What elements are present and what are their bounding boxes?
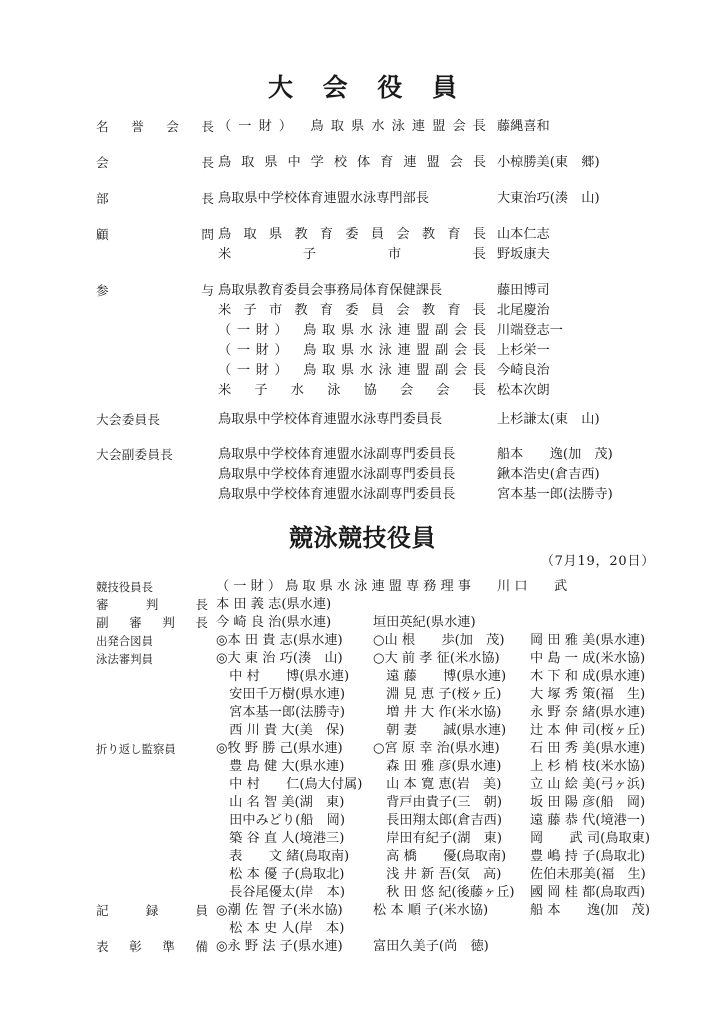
officer-organization: 鳥取県教育委員会事務局体育保健課長 bbox=[218, 283, 443, 298]
officer-person-name: 上杉謙太(東 山) bbox=[497, 412, 600, 427]
official-person-name: 淵 見 恵 子(桜ヶ丘) bbox=[373, 687, 502, 702]
official-row bbox=[0, 884, 725, 902]
officer-organization: 鳥取県中学校体育連盟会長 bbox=[218, 155, 486, 170]
official-person-name: ○大 前 孝 征(米水協) bbox=[373, 651, 500, 666]
officer-row bbox=[0, 446, 725, 464]
officer-person-name: 松本次朗 bbox=[497, 383, 550, 398]
officer-row bbox=[0, 342, 725, 360]
officer-row bbox=[0, 466, 725, 484]
official-person-name: 上 杉 梢 枝(米水協) bbox=[530, 759, 646, 774]
official-person-name: ◎牧 野 勝 己(県水連) bbox=[216, 741, 343, 756]
official-role-label: 泳法審判員 bbox=[96, 652, 153, 666]
official-role-label: 出発合図員 bbox=[96, 634, 153, 648]
official-row bbox=[0, 722, 725, 740]
official-person-name: 中 島 一 成(米水協) bbox=[530, 651, 646, 666]
official-person-name: 森 田 雅 彦(県水連) bbox=[373, 759, 502, 774]
officer-organization: 米 子 市 長 bbox=[218, 247, 486, 262]
officer-row bbox=[0, 411, 725, 429]
official-person-name: 國 岡 桂 都(鳥取西) bbox=[530, 885, 646, 900]
official-person-name: 豊 島 健 大(県水連) bbox=[216, 759, 345, 774]
official-person-name: 岡 田 雅 美(県水連) bbox=[530, 633, 646, 648]
officer-organization: 鳥取県教育委員会教育長 bbox=[218, 227, 486, 242]
official-person-name: 中 村 仁(鳥大付属) bbox=[216, 777, 363, 792]
official-person-name: 長谷尾優太(岸 本) bbox=[216, 885, 345, 900]
officer-row bbox=[0, 154, 725, 172]
officer-role-label: 会 長 bbox=[96, 155, 214, 170]
official-row bbox=[0, 938, 725, 956]
officer-person-name: 北尾慶治 bbox=[497, 303, 550, 318]
official-row bbox=[0, 740, 725, 758]
officer-organization: （一財） 鳥取県水泳連盟副会長 bbox=[218, 363, 486, 378]
officer-person-name: 山本仁志 bbox=[497, 227, 550, 242]
official-person-name: 山 本 寛 恵(岩 美) bbox=[373, 777, 502, 792]
officer-person-name: 宮本基一郎(法勝寺) bbox=[497, 487, 613, 502]
official-row bbox=[0, 614, 725, 632]
official-person-name: 田中みどり(船 岡) bbox=[216, 813, 345, 828]
officer-role-label: 大会副委員長 bbox=[96, 447, 174, 462]
official-person-name: 川 口 武 bbox=[497, 579, 568, 594]
officer-person-name: 今崎良治 bbox=[497, 363, 550, 378]
official-person-name: 岸田有紀子(湖 東) bbox=[373, 831, 502, 846]
page-title-kyoei-kyogi-yakuin: 競泳競技役員 bbox=[289, 524, 436, 552]
officer-role-label: 部 長 bbox=[96, 191, 214, 206]
officer-row bbox=[0, 190, 725, 208]
official-person-name: 木 下 和 成(県水連) bbox=[530, 669, 646, 684]
official-person-name: 高 橋 優(鳥取南) bbox=[373, 849, 507, 864]
official-person-name: 豊 嶋 持 子(鳥取北) bbox=[530, 849, 646, 864]
official-row bbox=[0, 686, 725, 704]
officer-organization: 鳥取県中学校体育連盟水泳専門部長 bbox=[218, 191, 429, 206]
official-person-name: 大 塚 秀 策(福 生) bbox=[530, 687, 646, 702]
official-person-name: 坂 田 陽 彦(船 岡) bbox=[530, 795, 646, 810]
official-role-label: 表 彰 準 備 bbox=[96, 939, 208, 954]
official-person-name: 遠 藤 恭 代(境港一) bbox=[530, 813, 646, 828]
official-role-label: 副 審 判 長 bbox=[96, 615, 208, 630]
officer-row bbox=[0, 322, 725, 340]
official-person-name: 安田千万樹(県水連) bbox=[216, 687, 345, 702]
officer-organization: 鳥取県中学校体育連盟水泳副専門委員長 bbox=[218, 487, 456, 502]
official-person-name: 秋 田 悠 紀(後藤ヶ丘) bbox=[373, 885, 515, 900]
official-row bbox=[0, 848, 725, 866]
official-row bbox=[0, 830, 725, 848]
official-person-name: 中 村 博(県水連) bbox=[216, 669, 350, 684]
officer-organization: 米子市教育委員会教育長 bbox=[218, 303, 486, 318]
official-row bbox=[0, 758, 725, 776]
official-person-name: 松 本 優 子(鳥取北) bbox=[216, 867, 345, 882]
event-date-note: （7月19，20日） bbox=[540, 554, 655, 569]
official-organization: （一財）鳥取県水泳連盟専務理事 bbox=[216, 579, 471, 594]
official-person-name: 辻 本 伸 司(桜ヶ丘) bbox=[530, 723, 646, 738]
official-person-name: 松 本 順 子(米水協) bbox=[373, 903, 489, 918]
official-person-name: 背戸由貴子(三 朝) bbox=[373, 795, 502, 810]
officer-row bbox=[0, 226, 725, 244]
official-row bbox=[0, 902, 725, 920]
official-person-name: 朝 妻 誠(県水連) bbox=[373, 723, 507, 738]
official-row bbox=[0, 794, 725, 812]
official-row bbox=[0, 704, 725, 722]
official-person-name: ◎潮 佐 智 子(米水協) bbox=[216, 903, 343, 918]
officer-organization: 鳥取県中学校体育連盟水泳専門委員長 bbox=[218, 412, 443, 427]
official-person-name: 富田久美子(尚 徳) bbox=[373, 939, 489, 954]
officer-role-label: 大会委員長 bbox=[96, 412, 161, 427]
official-person-name: 本 田 義 志(県水連) bbox=[216, 597, 332, 612]
official-person-name: ◎大 東 治 巧(湊 山) bbox=[216, 651, 343, 666]
officer-person-name: 鍬本浩史(倉吉西) bbox=[497, 467, 600, 482]
official-role-label: 競技役員長 bbox=[96, 580, 153, 594]
official-row bbox=[0, 596, 725, 614]
officer-role-label: 参 与 bbox=[96, 283, 214, 298]
officer-organization: （一財） 鳥取県水泳連盟副会長 bbox=[218, 343, 486, 358]
officer-person-name: 上杉栄一 bbox=[497, 343, 550, 358]
officer-row bbox=[0, 246, 725, 264]
official-row bbox=[0, 776, 725, 794]
official-person-name: 立 山 絵 美(弓ヶ浜) bbox=[530, 777, 646, 792]
officer-role-label: 顧 問 bbox=[96, 227, 214, 242]
officer-person-name: 藤縄喜和 bbox=[497, 119, 550, 134]
officer-person-name: 大東治巧(湊 山) bbox=[497, 191, 600, 206]
official-person-name: 表 文 緒(鳥取南) bbox=[216, 849, 350, 864]
officer-organization: 鳥取県中学校体育連盟水泳副専門委員長 bbox=[218, 467, 456, 482]
official-person-name: 山 名 智 美(湖 東) bbox=[216, 795, 345, 810]
official-person-name: 増 井 大 作(米水協) bbox=[373, 705, 502, 720]
official-person-name: 長田翔太郎(倉吉西) bbox=[373, 813, 502, 828]
official-person-name: 遠 藤 博(県水連) bbox=[373, 669, 507, 684]
officer-row bbox=[0, 486, 725, 504]
official-row bbox=[0, 632, 725, 650]
page-title-taikai-yakuin: 大 会 役 員 bbox=[267, 73, 468, 102]
official-row bbox=[0, 578, 725, 596]
officer-row bbox=[0, 362, 725, 380]
official-person-name: 今 崎 良 治(県水連) bbox=[216, 615, 332, 630]
officer-person-name: 川端登志一 bbox=[497, 323, 563, 338]
official-person-name: 永 野 奈 緒(県水連) bbox=[530, 705, 646, 720]
officer-row bbox=[0, 302, 725, 320]
official-person-name: ◎本 田 貴 志(県水連) bbox=[216, 633, 343, 648]
officer-person-name: 野坂康夫 bbox=[497, 247, 550, 262]
official-person-name: 西 川 貴 大(美 保) bbox=[216, 723, 345, 738]
official-person-name: 石 田 秀 美(県水連) bbox=[530, 741, 646, 756]
official-person-name: ○山 根 歩(加 茂) bbox=[373, 633, 505, 648]
official-role-label: 折り返し監察員 bbox=[96, 742, 176, 756]
officer-role-label: 名誉会長 bbox=[96, 119, 214, 134]
official-person-name: 佐伯未那美(福 生) bbox=[530, 867, 646, 882]
official-person-name: 船 本 逸(加 茂) bbox=[530, 903, 650, 918]
official-row bbox=[0, 650, 725, 668]
officer-organization: （一財） 鳥取県水泳連盟副会長 bbox=[218, 323, 486, 338]
officer-row bbox=[0, 382, 725, 400]
officer-organization: （一財） 鳥取県水泳連盟会長 bbox=[218, 119, 486, 134]
official-person-name: 岡 武 司(鳥取東) bbox=[530, 831, 650, 846]
official-person-name: 浅 井 新 吾(気 高) bbox=[373, 867, 502, 882]
officer-organization: 鳥取県中学校体育連盟水泳副専門委員長 bbox=[218, 447, 456, 462]
officer-row bbox=[0, 118, 725, 136]
official-row bbox=[0, 920, 725, 938]
officer-person-name: 船本 逸(加 茂) bbox=[497, 447, 613, 462]
official-person-name: 松 本 史 人(岸 本) bbox=[216, 921, 345, 936]
officer-row bbox=[0, 282, 725, 300]
official-row bbox=[0, 812, 725, 830]
official-person-name: 宮本基一郎(法勝寺) bbox=[216, 705, 345, 720]
official-person-name: ◎永 野 法 子(県水連) bbox=[216, 939, 343, 954]
official-role-label: 審 判 長 bbox=[96, 597, 208, 612]
official-person-name: 垣田英紀(県水連) bbox=[373, 615, 476, 630]
officer-person-name: 小椋勝美(東 郷) bbox=[497, 155, 600, 170]
official-person-name: ○宮 原 幸 治(県水連) bbox=[373, 741, 500, 756]
official-person-name: 築 谷 直 人(境港三) bbox=[216, 831, 345, 846]
official-row bbox=[0, 668, 725, 686]
official-role-label: 記 録 員 bbox=[96, 903, 208, 918]
official-row bbox=[0, 866, 725, 884]
officer-organization: 米 子 水 泳 協 会 会 長 bbox=[218, 383, 486, 398]
officer-person-name: 藤田博司 bbox=[497, 283, 550, 298]
